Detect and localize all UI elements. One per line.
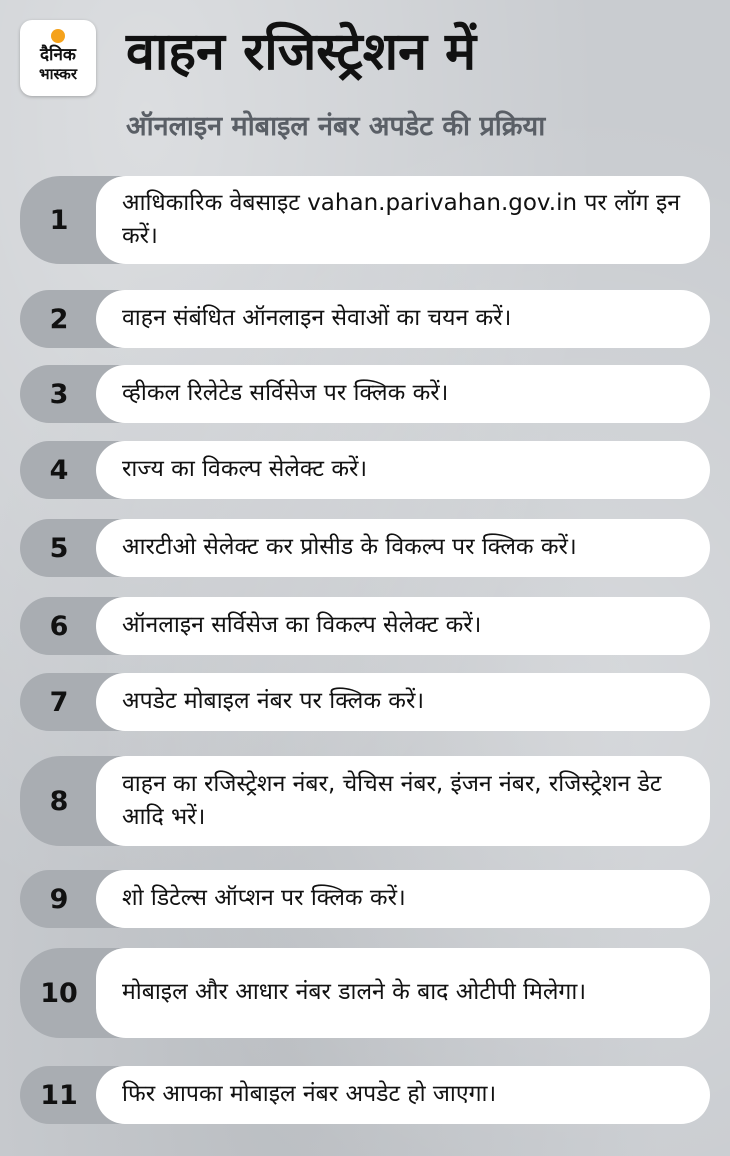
step-card [96, 441, 710, 499]
step-item-1 [20, 176, 710, 264]
step-card [96, 290, 710, 348]
step-item-7 [20, 673, 710, 731]
step-number: 10 [40, 977, 78, 1009]
step-card [96, 176, 710, 264]
step-item-6 [20, 597, 710, 655]
logo-text-line1: दैनिक [40, 45, 76, 65]
step-item-10 [20, 948, 710, 1038]
step-item-4 [20, 441, 710, 499]
step-text: ऑनलाइन सर्विसेज का विकल्प सेलेक्ट करें। [122, 612, 482, 639]
step-text: फिर आपका मोबाइल नंबर अपडेट हो जाएगा। [122, 1081, 497, 1108]
step-number: 2 [49, 303, 69, 335]
step-text: मोबाइल और आधार नंबर डालने के बाद ओटीपी मिलेगा। [122, 979, 587, 1006]
logo-text-line2: भास्कर [39, 65, 77, 83]
step-number: 7 [49, 686, 69, 718]
step-number: 8 [49, 785, 69, 817]
step-item-2 [20, 290, 710, 348]
step-item-11 [20, 1066, 710, 1124]
step-text: आधिकारिक वेबसाइट vahan.parivahan.gov.in पर लॉग इन करें। [122, 189, 680, 249]
step-card [96, 756, 710, 846]
step-text: व्हीकल रिलेटेड सर्विसेज पर क्लिक करें। [122, 380, 449, 407]
step-card [96, 673, 710, 731]
step-text: राज्य का विकल्प सेलेक्ट करें। [122, 456, 368, 483]
step-card [96, 948, 710, 1038]
step-card [96, 365, 710, 423]
step-number: 1 [49, 204, 69, 236]
step-number: 5 [49, 532, 69, 564]
steps-list [20, 0, 710, 1156]
step-number: 3 [49, 378, 69, 410]
step-item-3 [20, 365, 710, 423]
page-title: वाहन रजिस्ट्रेशन में [126, 22, 477, 82]
step-card [96, 519, 710, 577]
step-card [96, 1066, 710, 1124]
step-text: वाहन संबंधित ऑनलाइन सेवाओं का चयन करें। [122, 305, 512, 332]
step-item-8 [20, 756, 710, 846]
step-item-5 [20, 519, 710, 577]
step-text: वाहन का रजिस्ट्रेशन नंबर, चेचिस नंबर, इंजन नंबर, रजिस्ट्रेशन डेट आदि भरें। [122, 770, 662, 830]
step-text: आरटीओ सेलेक्ट कर प्रोसीड के विकल्प पर क्लिक करें। [122, 534, 577, 561]
step-number: 4 [49, 454, 69, 486]
step-number: 6 [49, 610, 69, 642]
step-number: 11 [40, 1079, 78, 1111]
step-number: 9 [49, 883, 69, 915]
step-item-9 [20, 870, 710, 928]
step-card [96, 597, 710, 655]
step-card [96, 870, 710, 928]
step-text: शो डिटेल्स ऑप्शन पर क्लिक करें। [122, 885, 406, 912]
page-subtitle: ऑनलाइन मोबाइल नंबर अपडेट की प्रक्रिया [126, 111, 546, 142]
step-text: अपडेट मोबाइल नंबर पर क्लिक करें। [122, 688, 425, 715]
